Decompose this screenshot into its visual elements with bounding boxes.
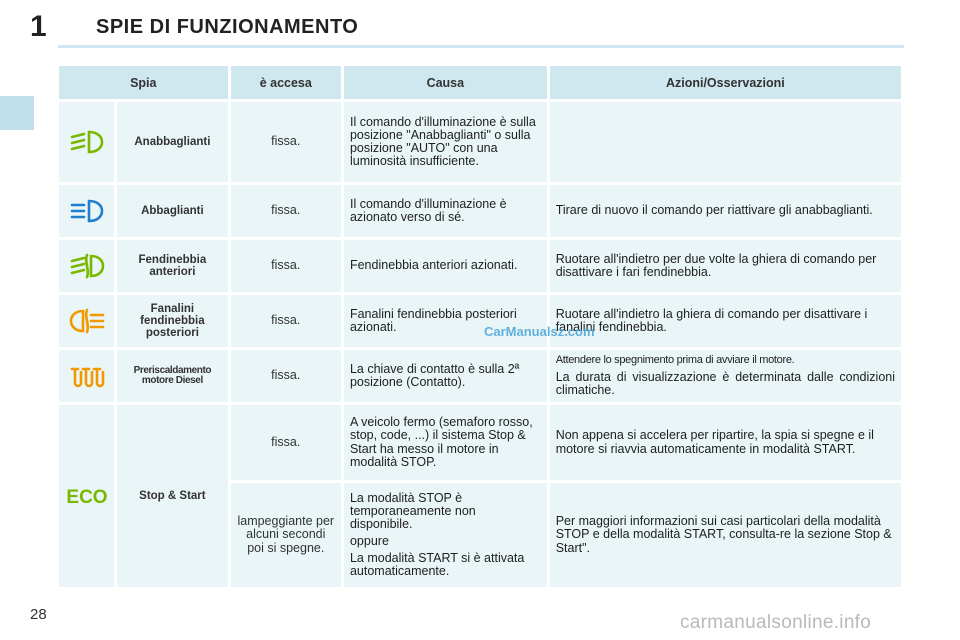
icon-cell — [59, 295, 114, 347]
footer-watermark: carmanualsonline.info — [680, 612, 872, 633]
cause-paragraph: La modalità STOP è temporaneamente non disponibile. — [349, 490, 476, 531]
chapter-tab — [0, 96, 34, 130]
cause-text — [344, 295, 547, 347]
column-header-spia: Spia — [59, 66, 228, 99]
icon-cell — [59, 350, 114, 402]
status-text: fissa. — [231, 350, 341, 402]
spia-name: Fanalini fendinebbia posteriori — [117, 295, 227, 347]
spia-name: Abbaglianti — [117, 185, 227, 237]
action-paragraph: Non appena si accelera per ripartire, la spia si spegne e il motore si riavvia automaticamente in modalità START. — [555, 428, 874, 456]
column-header-causa: Causa — [344, 66, 547, 99]
cause-paragraph: La modalità START si è attivata automaticamente. — [349, 551, 525, 579]
icon-cell — [59, 240, 114, 292]
cause-paragraph: oppure — [349, 534, 389, 548]
actions-text — [550, 405, 901, 480]
actions-text — [550, 240, 901, 292]
column-header-azioni: Azioni/Osservazioni — [550, 66, 901, 99]
spia-name: Stop & Start — [117, 405, 227, 587]
eco-icon — [65, 484, 109, 508]
icon-cell — [59, 102, 114, 182]
dipped-beam-icon — [69, 128, 105, 156]
cause-text — [344, 350, 547, 402]
table-row — [59, 185, 901, 237]
main-beam-icon — [69, 197, 105, 225]
status-text: fissa. — [231, 185, 341, 237]
cause-paragraph: Fendinebbia anteriori azionati. — [349, 258, 518, 273]
cause-paragraph: A veicolo fermo (semaforo rosso, stop, code, ...) il sistema Stop & Start ha messo il motore in modalità STOP. — [349, 415, 533, 469]
action-paragraph: Ruotare all'indietro per due volte la ghiera di comando per disattivare i fari fendinebbia. — [555, 251, 877, 279]
cause-paragraph: Il comando d'illuminazione è sulla posizione "Anabbaglianti" o sulla posizione "AUTO" con una luminosità insufficiente. — [349, 114, 536, 169]
action-paragraph: Per maggiori informazioni sui casi particolari della modalità STOP e della modalità START, consulta-re la sezione Stop & Start". — [555, 514, 892, 555]
watermark: CarManualsz.com — [484, 324, 595, 339]
cause-text — [344, 240, 547, 292]
table-row — [59, 350, 901, 402]
page-title: SPIE DI FUNZIONAMENTO — [96, 16, 359, 38]
cause-paragraph: Fanalini fendinebbia posteriori azionati. — [349, 306, 517, 334]
spia-name: Preriscaldamento motore Diesel — [117, 350, 227, 402]
status-text: fissa. — [231, 102, 341, 182]
spia-name: Anabbaglianti — [117, 102, 227, 182]
cause-text — [344, 185, 547, 237]
icon-cell — [59, 185, 114, 237]
rear-fog-lamp-icon — [69, 307, 105, 335]
title-rule — [58, 45, 904, 48]
actions-text — [550, 185, 901, 237]
status-text: fissa. — [231, 295, 341, 347]
actions-text — [550, 102, 901, 182]
actions-text — [550, 350, 901, 402]
table-row — [59, 405, 901, 480]
chapter-number: 1 — [30, 10, 47, 43]
table-row — [59, 102, 901, 182]
table-row — [59, 240, 901, 292]
column-header-accesa: è accesa — [231, 66, 341, 99]
table-row — [59, 295, 901, 347]
status-text: lampeggiante per alcuni secondi poi si spegne. — [231, 483, 341, 587]
cause-text — [344, 483, 547, 587]
spia-name: Fendinebbia anteriori — [117, 240, 227, 292]
cause-text — [344, 102, 547, 182]
action-paragraph: La durata di visualizzazione è determinata dalle condizioni climatiche. — [555, 369, 895, 397]
warning-lights-table — [56, 63, 904, 590]
actions-text — [550, 295, 901, 347]
action-paragraph: Attendere lo spegnimento prima di avviare il motore. — [555, 354, 795, 367]
status-text: fissa. — [231, 240, 341, 292]
actions-text — [550, 483, 901, 587]
status-text: fissa. — [231, 405, 341, 480]
diesel-preheat-icon — [69, 363, 105, 389]
front-fog-lamp-icon — [69, 252, 105, 280]
cause-paragraph: Il comando d'illuminazione è azionato verso di sé. — [349, 196, 507, 224]
cause-paragraph: La chiave di contatto è sulla 2ª posizione (Contatto). — [349, 361, 520, 389]
action-paragraph: Tirare di nuovo il comando per riattivare gli anabbaglianti. — [555, 203, 873, 218]
icon-cell — [59, 405, 114, 587]
cause-text — [344, 405, 547, 480]
table-header-row — [59, 66, 901, 99]
page-number: 28 — [30, 606, 47, 623]
action-paragraph: Ruotare all'indietro la ghiera di comando per disattivare i fanalini fendinebbia. — [555, 306, 868, 334]
svg-text:ECO: ECO — [66, 487, 108, 508]
